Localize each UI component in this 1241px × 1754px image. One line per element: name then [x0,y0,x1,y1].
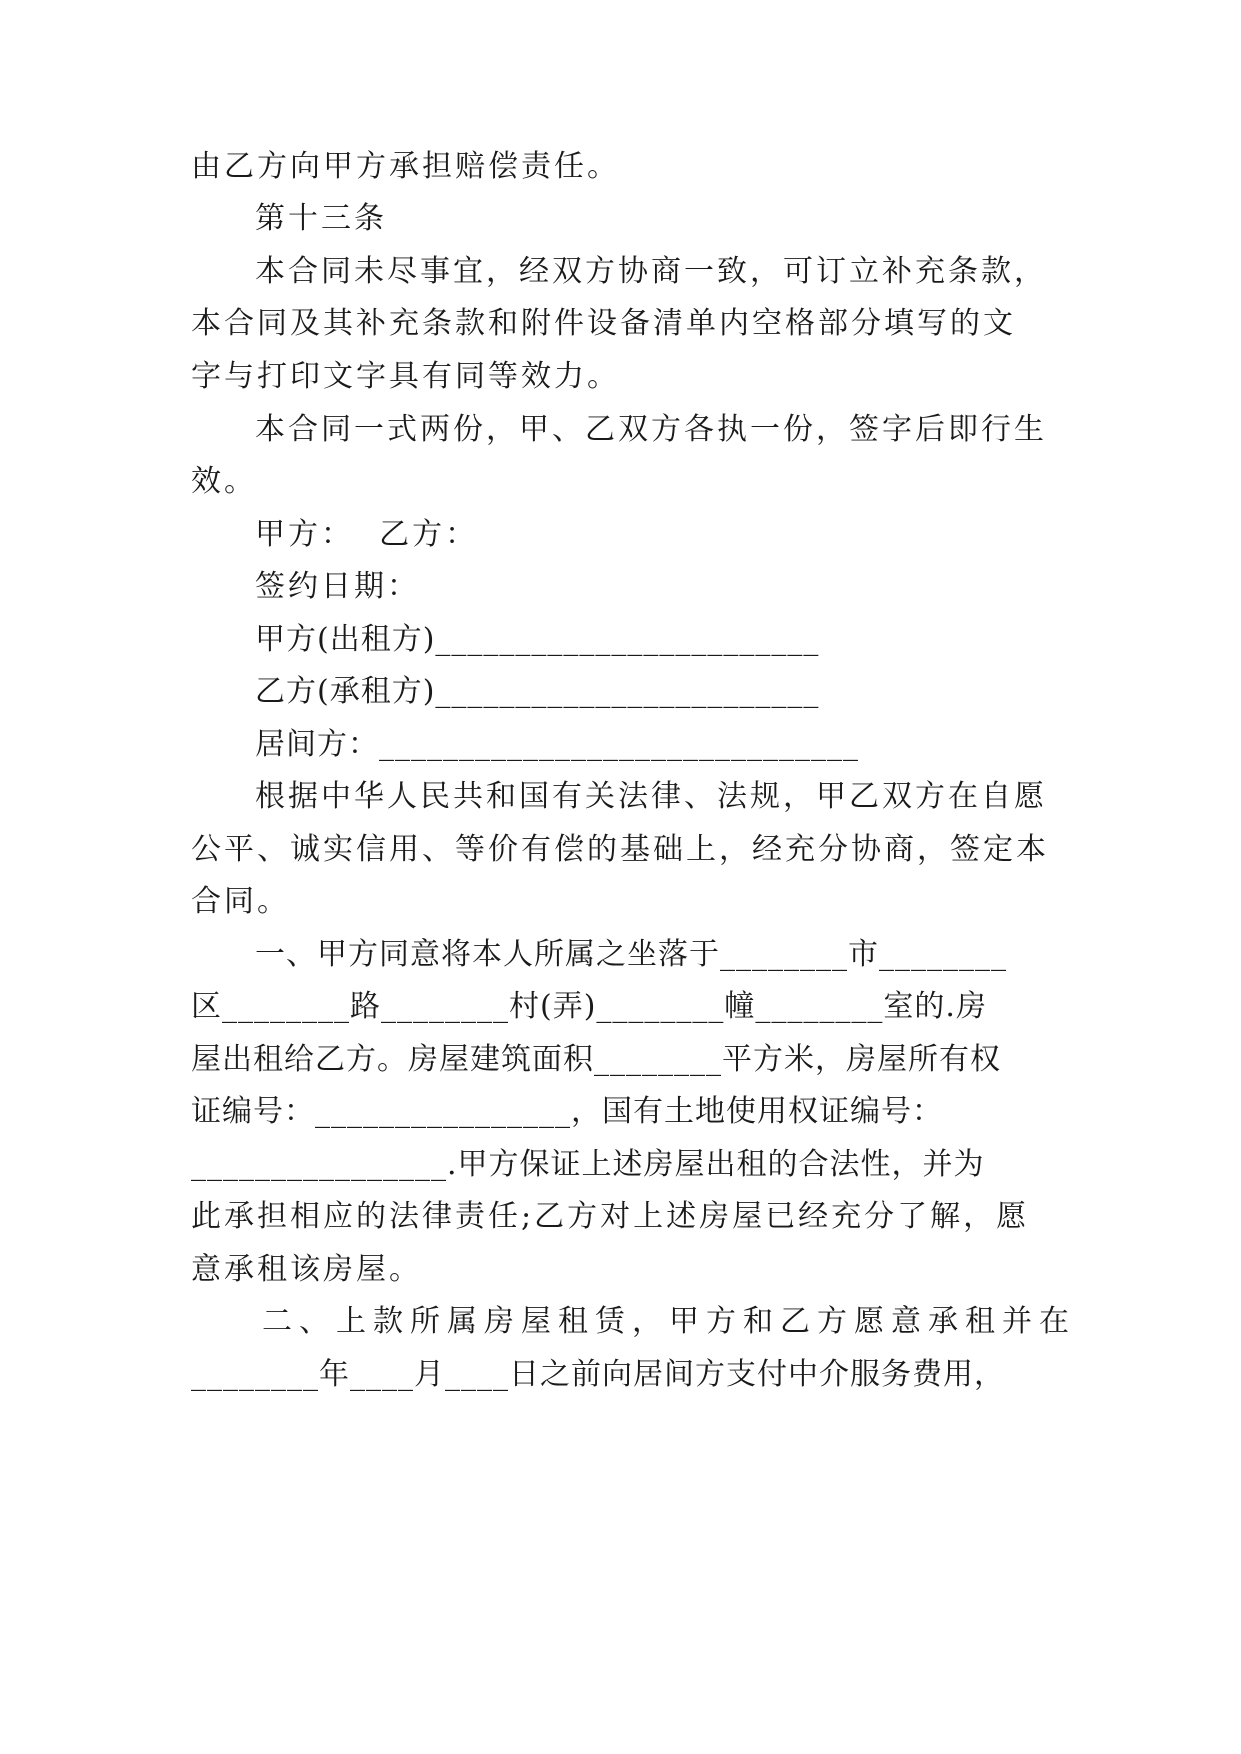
agent-signature-line: 居间方：______________________________ [255,727,859,762]
text-line: 由乙方向甲方承担赔偿责任。 [191,149,620,184]
signature-parties: 甲方： 乙方： [255,517,479,552]
clause-two-line: ________年____月____日之前向居间方支付中介服务费用， [191,1357,1005,1392]
text-line: 本合同一式两份，甲、乙双方各执一份，签字后即行生 [255,412,1047,447]
lessee-signature-line: 乙方(承租方)________________________ [255,674,820,709]
text-line: 合同。 [191,884,290,919]
clause-one-line: 意承租该房屋。 [191,1252,422,1287]
clause-one-line: 区________路________村(弄)________幢________室的.房 [191,989,987,1024]
text-line: 根据中华人民共和国有关法律、法规，甲乙双方在自愿 [255,779,1047,814]
clause-one-line: 此承担相应的法律责任;乙方对上述房屋已经充分了解，愿 [191,1199,1030,1234]
clause-one-line: 一、甲方同意将本人所属之坐落于________市________ [255,937,1007,972]
clause-two-line: 二、上款所属房屋租赁，甲方和乙方愿意承租并在 [262,1304,1076,1339]
text-line: 本合同未尽事宜，经双方协商一致，可订立补充条款， [255,254,1047,289]
text-line: 公平、诚实信用、等价有偿的基础上，经充分协商，签定本 [191,832,1049,867]
lessor-signature-line: 甲方(出租方)________________________ [255,622,820,657]
text-line: 字与打印文字具有同等效力。 [191,359,620,394]
text-line: 效。 [191,464,257,499]
clause-one-line: 屋出租给乙方。房屋建筑面积________平方米，房屋所有权 [191,1042,1001,1077]
clause-one-line: 证编号：________________，国有土地使用权证编号： [191,1094,943,1129]
article-heading: 第十三条 [255,201,387,236]
sign-date-label: 签约日期： [255,569,420,604]
clause-one-line: ________________.甲方保证上述房屋出租的合法性，并为 [191,1147,985,1182]
text-line: 本合同及其补充条款和附件设备清单内空格部分填写的文 [191,306,1016,341]
